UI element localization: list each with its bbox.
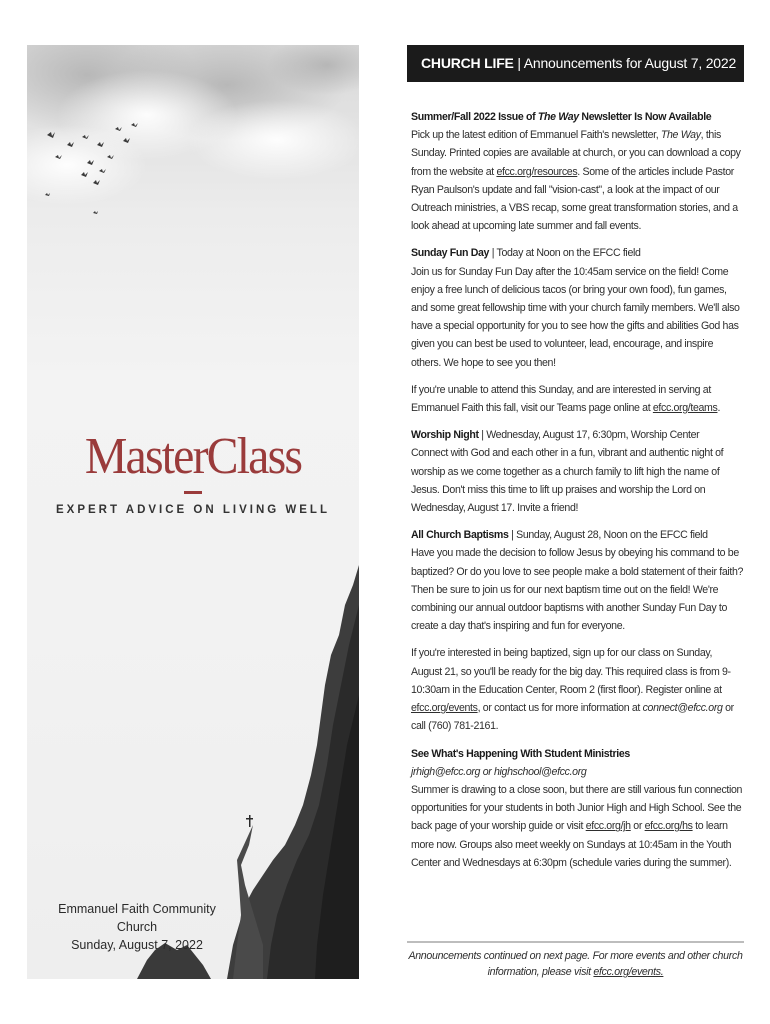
jh-link[interactable]: efcc.org/jh [585,820,631,833]
resources-link[interactable]: efcc.org/resources [496,165,578,178]
fun-day-teams [411,381,744,417]
newsletter-heading-post: Newsletter Is Now Available [578,111,712,123]
connect-email[interactable]: connect@efcc.org [642,702,723,715]
teams-link[interactable]: efcc.org/teams [652,402,718,415]
baptisms-class-text: If you're interested in being baptized, sign up for our class on Sunday, August 21, so you'll be ready for the big day. This required class is from 9-10:30am in the Education Center, Room 2 (first floor). Register online at [411,647,731,696]
events-link[interactable]: efcc.org/events [411,702,478,715]
students-emails-text[interactable]: jrhigh@efcc.org or highschool@efcc.org [411,765,587,778]
masterclass-logo [27,429,359,516]
students-heading: See What's Happening With Student Ministries [411,747,630,760]
fun-day-teams-post: . [717,402,721,415]
newsletter-heading-pre: Summer/Fall 2022 Issue of [411,111,538,123]
newsletter-body [411,126,744,235]
students-body-post: to learn more now. Groups also meet weekly on Sundays at 10:45am in the Youth Center and Wednesdays at 6:30pm (schedule varies during the summer). [411,820,732,869]
newsletter-body-italic: The Way [660,129,701,142]
announcements-content [411,108,744,881]
brand-title: MasterClass [84,428,302,485]
newsletter-body-1: Pick up the latest edition of Emmanuel Faith's newsletter, [411,129,661,142]
header-section: CHURCH LIFE [421,55,514,71]
brand-subtitle: EXPERT ADVICE ON LIVING WELL [56,504,330,516]
fun-day-body: Join us for Sunday Fun Day after the 10:45am service on the field! Come enjoy a free lunch of delicious tacos (or bring your own food), fun games, and some great fellowship time with your church family members. We'll also have a special opportunity for you to see how the gifts and abilities God has given you can best be used to volunteer, lead, encourage, and inspire others. We hope to see you then! [411,265,740,369]
baptisms-title: All Church Baptisms [411,529,509,542]
fun-day-detail: | Today at Noon on the EFCC field [489,247,641,260]
hs-link[interactable]: efcc.org/hs [644,820,693,833]
baptisms-class [411,644,744,735]
cover-panel [27,45,359,979]
baptisms-heading [411,526,744,544]
baptisms-detail: | Sunday, August 28, Noon on the EFCC field [508,529,708,542]
students-or: or [630,820,645,833]
newsletter-body-2: , this Sunday. Printed copies are available at church, or you can download a copy from the website at [411,129,741,178]
baptisms-class-mid: , or contact us for more information at [477,702,643,715]
students-body [411,781,744,872]
baptisms-class-post: or call (760) 781-2161. [411,702,734,733]
newsletter-heading-italic: The Way [537,111,579,123]
church-name: Emmanuel Faith Community Church [58,902,216,934]
worship-night-body: Connect with God and each other in a fun, vibrant and authentic night of worship as we come together as a church family to lift high the name of Jesus. Don't miss this time to lift up praises and worship the Lord on Wednesday, August 17. Invite a friend! [411,447,724,515]
newsletter-body-3: . Some of the articles include Pastor Ryan Paulson's update and fall "vision-cast", a look at the impact of our Outreach ministries, a VBS recap, some great transformation stories, and a look ahead at upcoming late summer and fall events. [411,165,738,233]
service-date: Sunday, August 7, 2022 [71,938,203,952]
header-separator: | [517,55,521,71]
brand-divider [184,491,202,494]
fun-day-title: Sunday Fun Day [411,247,490,260]
students-body-pre: Summer is drawing to a close soon, but there are still various fun connection opportunities for your students in both Junior High and High School. See the back page of your worship guide or visit [411,783,743,833]
church-info [37,900,237,954]
students-emails[interactable] [411,763,744,781]
worship-night-detail: | Wednesday, August 17, 6:30pm, Worship Center [478,429,700,442]
worship-night-heading [411,426,744,444]
footer-text: Announcements continued on next page. For more events and other church information, please visit [408,950,743,978]
footer-divider [407,941,744,943]
baptisms-body: Have you made the decision to follow Jesus by obeying his command to be baptized? Or do you love to see people make a bold statement of their faith? Then be sure to join us for our next baptism time out on the field! We're combining our annual outdoor baptisms with another Sunday Fun Day to create a day that's inspiring and fun for everyone. [411,547,744,633]
header-title: Announcements for August 7, 2022 [523,55,737,71]
fun-day-heading [411,244,744,262]
announcements-header [407,45,744,82]
footer-note [407,948,744,980]
fun-day-teams-text: If you're unable to attend this Sunday, and are interested in serving at Emmanuel Faith this fall, visit our Teams page online at [411,383,711,415]
footer-events-link[interactable]: efcc.org/events. [593,966,664,978]
worship-night-title: Worship Night [411,429,479,442]
newsletter-heading [411,108,744,126]
